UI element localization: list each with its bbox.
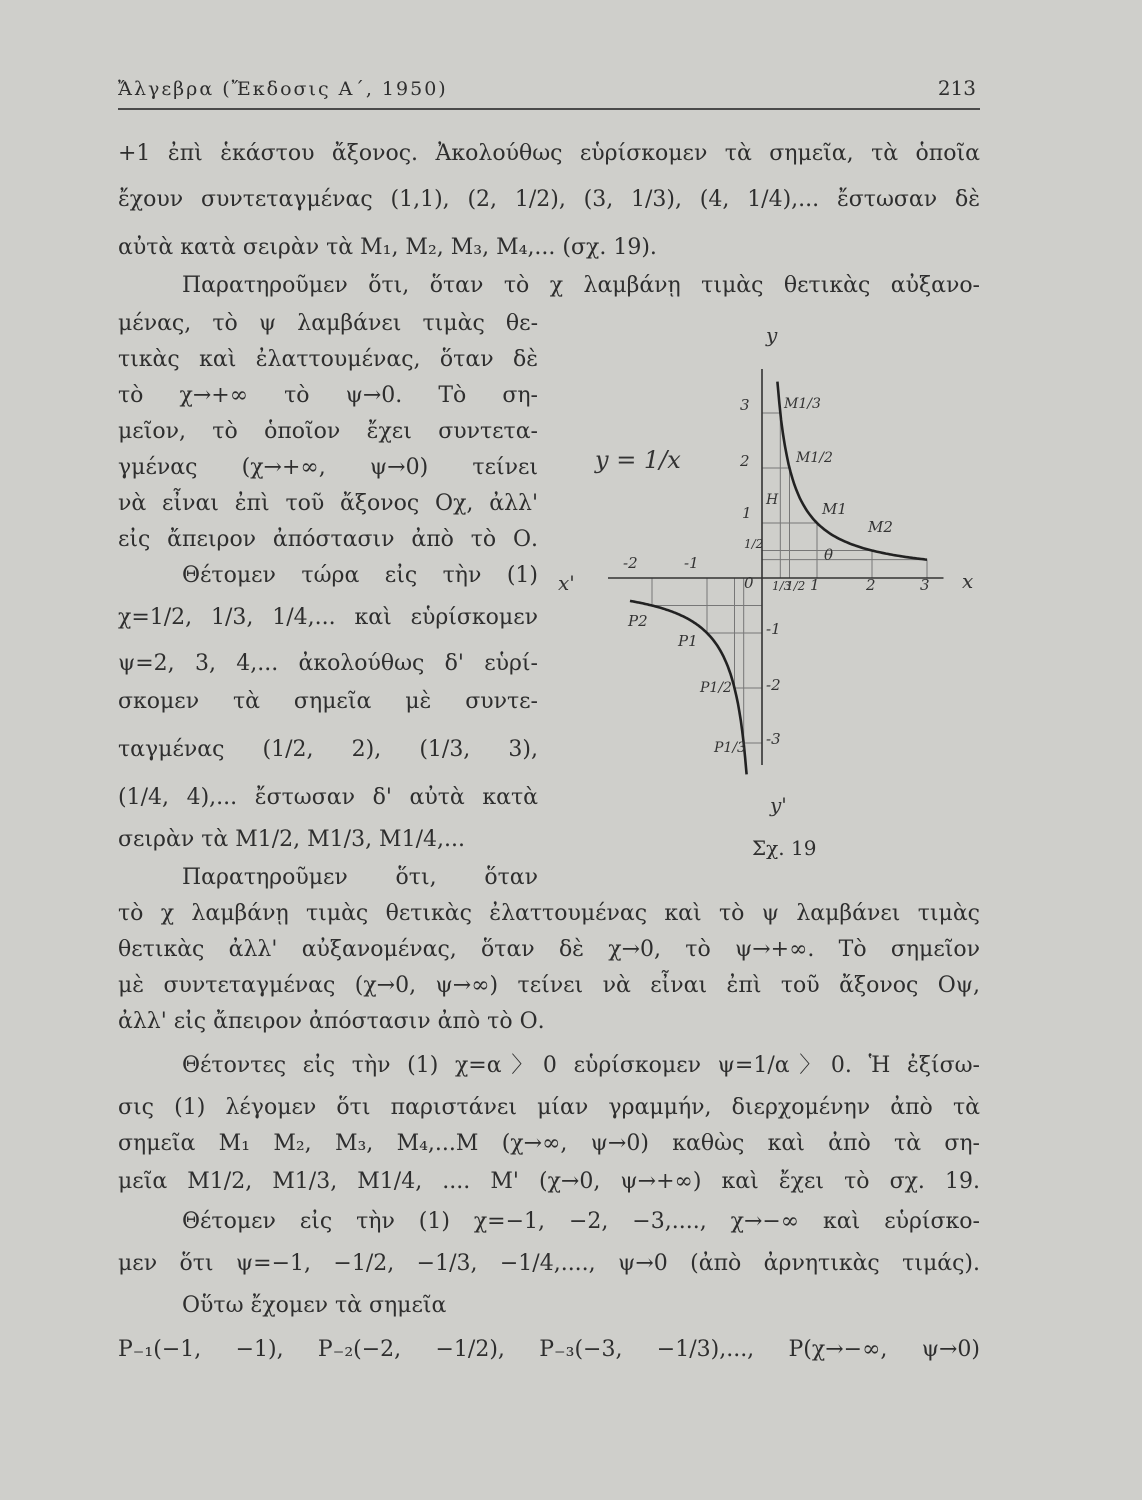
y-tick-label: 1	[742, 504, 752, 522]
hyperbola-negative-branch	[630, 601, 747, 775]
x-tick-label: -2	[623, 554, 638, 572]
text-line: σκομεν τὰ σημεῖα μὲ συντε-	[118, 689, 538, 714]
x-tick-label: 1/2	[786, 579, 806, 593]
text-line: Παρατηροῦμεν ὅτι, ὅταν	[182, 865, 538, 890]
text-line: τικὰς καὶ ἐλαττουμένας, ὅταν δὲ	[118, 347, 538, 372]
x-tick-label: 2	[866, 576, 876, 594]
y-tick-label: -1	[766, 620, 781, 638]
text-line: γμένας (χ→+∞, ψ→0) τείνει	[118, 455, 538, 480]
text-line: ψ=2, 3, 4,... ἀκολούθως δ' εὑρί-	[118, 651, 538, 676]
text-line: Οὕτω ἔχομεν τὰ σημεῖα	[182, 1293, 447, 1318]
text-line: Θέτομεν εἰς τὴν (1) χ=−1, −2, −3,...., χ→−∞ καὶ εὑρίσκο-	[182, 1209, 980, 1234]
text-line: Παρατηροῦμεν ὅτι, ὅταν τὸ χ λαμβάνῃ τιμὰς θετικὰς αὐξανο-	[182, 273, 980, 298]
figure-grid	[652, 413, 927, 743]
x-tick-label: 1/3	[772, 579, 792, 593]
figure-caption: Σχ. 19	[752, 836, 817, 860]
point-label: P1/3	[714, 740, 746, 756]
x-tick-label: 3	[920, 576, 930, 594]
text-line: αὐτὰ κατὰ σειρὰν τὰ M₁, M₂, M₃, M₄,... (σχ. 19).	[118, 235, 657, 260]
y-prime-label: y'	[770, 793, 787, 817]
running-title: Ἄλγεβρα (Ἔκδοσις Α΄, 1950)	[118, 78, 448, 100]
point-label: M1/3	[784, 396, 821, 412]
x-tick-label: -1	[684, 554, 699, 572]
text-line: Θέτοντες εἰς τὴν (1) χ=α〉0 εὑρίσκομεν ψ=1/α〉0. Ἡ ἐξίσω-	[182, 1053, 980, 1078]
y-axis-label: y	[766, 323, 778, 347]
y-tick-label: 1/2	[744, 537, 764, 551]
text-line: θετικὰς ἀλλ' αὐξανομένας, ὅταν δὲ χ→0, τὸ ψ→+∞. Τὸ σημεῖον	[118, 937, 980, 962]
text-line: (1/4, 4),... ἔστωσαν δ' αὐτὰ κατὰ	[118, 785, 538, 810]
y-tick-label: 3	[740, 396, 750, 414]
text-line: σις (1) λέγομεν ὅτι παριστάνει μίαν γραμμήν, διερχομένην ἀπὸ τὰ	[118, 1095, 980, 1120]
y-tick-label: 2	[740, 452, 750, 470]
page-number: 213	[937, 76, 976, 100]
text-line: ἔχουν συντεταγμένας (1,1), (2, 1/2), (3, 1/3), (4, 1/4),... ἔστωσαν δὲ	[118, 187, 980, 212]
point-label: P2	[628, 612, 648, 630]
text-line: τὸ χ→+∞ τὸ ψ→0. Τὸ ση-	[118, 383, 538, 408]
x-tick-label: 1	[810, 576, 820, 594]
x-axis-label: x	[962, 569, 974, 593]
y-tick-label: -3	[766, 730, 781, 748]
equation-label: y = 1/x	[595, 446, 681, 474]
text-line: μένας, τὸ ψ λαμβάνει τιμὰς θε-	[118, 311, 538, 336]
y-tick-label: -2	[766, 676, 781, 694]
text-line: ταγμένας (1/2, 2), (1/3, 3),	[118, 737, 538, 762]
x-prime-label: x'	[558, 571, 575, 595]
point-label: M1/2	[796, 450, 833, 466]
text-line: μεν ὅτι ψ=−1, −1/2, −1/3, −1/4,...., ψ→0 (ἀπὸ ἀρνητικὰς τιμάς).	[118, 1251, 980, 1276]
text-line: μὲ συντεταγμένας (χ→0, ψ→∞) τείνει νὰ εἶναι ἐπὶ τοῦ ἄξονος Οψ,	[118, 973, 980, 998]
text-line: σειρὰν τὰ M1/2, M1/3, M1/4,...	[118, 827, 465, 852]
point-label: θ	[824, 546, 834, 564]
text-line: +1 ἐπὶ ἑκάστου ἄξονος. Ἀκολούθως εὑρίσκομεν τὰ σημεῖα, τὰ ὁποῖα	[118, 141, 980, 166]
origin-label: 0	[744, 574, 754, 592]
running-header	[118, 76, 980, 110]
text-line: σημεῖα M₁ M₂, M₃, M₄,...M (χ→∞, ψ→0) καθὼς καὶ ἀπὸ τὰ ση-	[118, 1131, 980, 1156]
point-label: P1	[678, 632, 698, 650]
point-label: P1/2	[700, 680, 732, 696]
text-line: ἀλλ' εἰς ἄπειρον ἀπόστασιν ἀπὸ τὸ Ο.	[118, 1009, 545, 1034]
text-line: Θέτομεν τώρα εἰς τὴν (1)	[182, 563, 538, 588]
point-label: M1	[822, 500, 847, 518]
hyperbola-positive-branch	[777, 382, 927, 560]
text-line: μεῖα M1/2, M1/3, M1/4, .... M' (χ→0, ψ→+∞) καὶ ἔχει τὸ σχ. 19.	[118, 1169, 980, 1194]
text-line: εἰς ἄπειρον ἀπόστασιν ἀπὸ τὸ Ο.	[118, 527, 538, 552]
point-label: M2	[868, 518, 893, 536]
text-line: P₋₁(−1, −1), P₋₂(−2, −1/2), P₋₃(−3, −1/3),..., P(χ→−∞, ψ→0)	[118, 1337, 980, 1362]
text-line: χ=1/2, 1/3, 1/4,... καὶ εὑρίσκομεν	[118, 605, 538, 630]
text-line: τὸ χ λαμβάνῃ τιμὰς θετικὰς ἐλαττουμένας καὶ τὸ ψ λαμβάνει τιμὰς	[118, 901, 980, 926]
point-label: H	[766, 492, 779, 508]
text-line: νὰ εἶναι ἐπὶ τοῦ ἄξονος Οχ, ἀλλ'	[118, 491, 538, 516]
text-line: μεῖον, τὸ ὁποῖον ἔχει συντετα-	[118, 419, 538, 444]
